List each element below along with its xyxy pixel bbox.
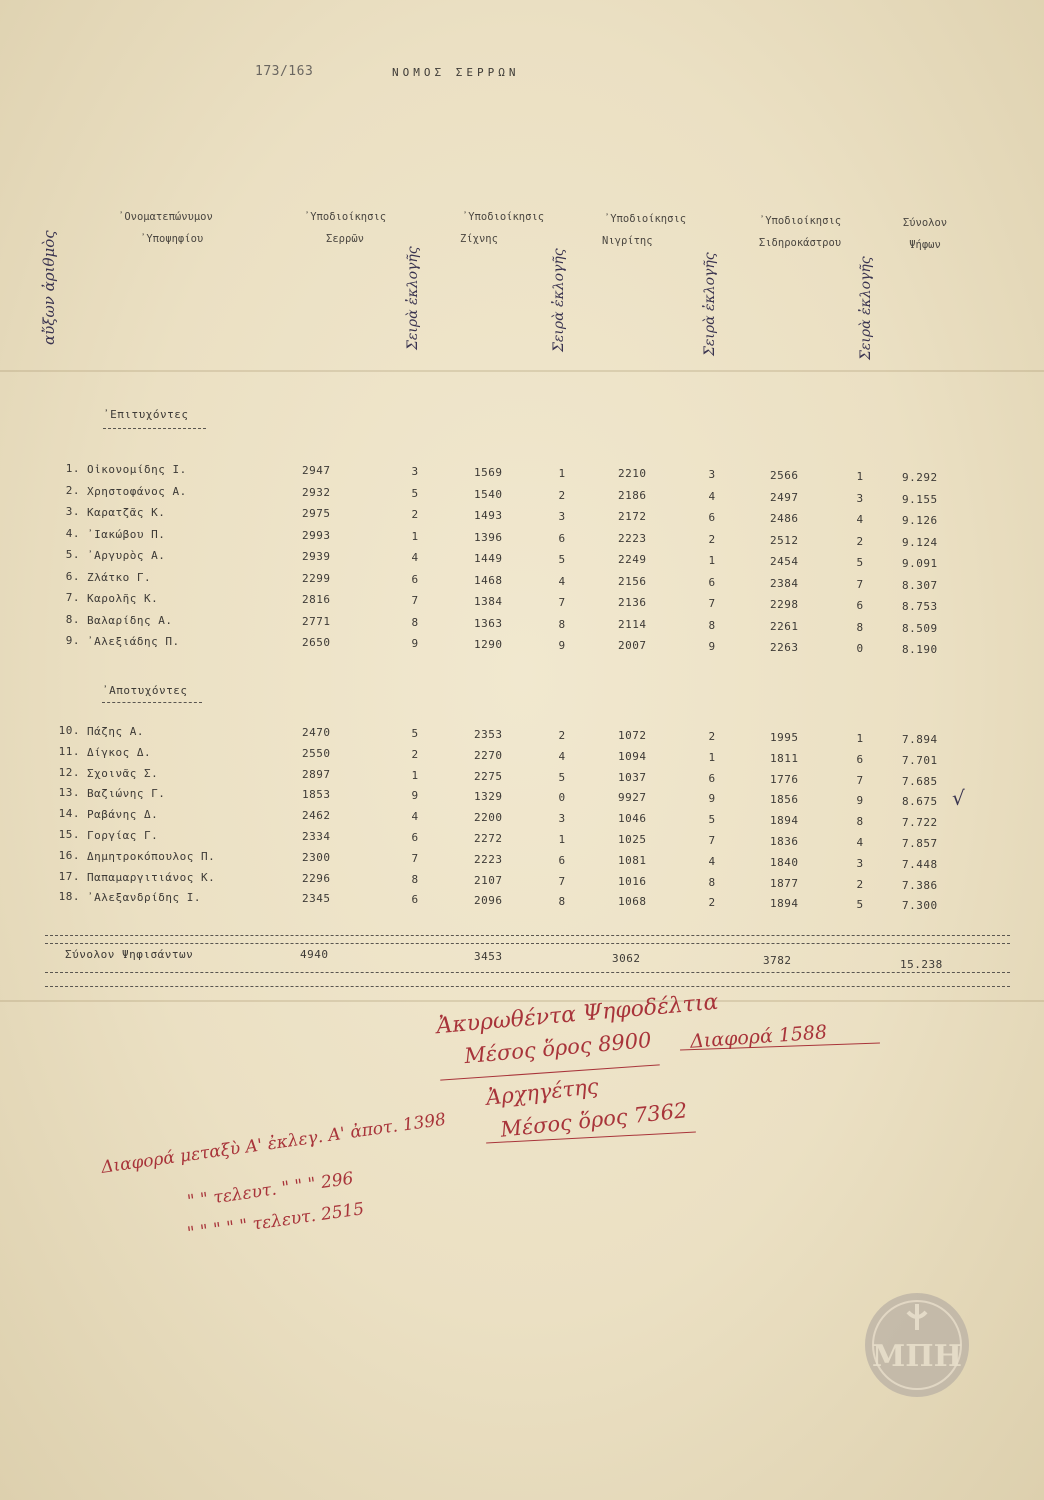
failed-row-cell-nigritis: 1025 bbox=[618, 833, 647, 846]
elected-row-cell-nigritis: 2136 bbox=[618, 596, 647, 609]
elected-row-cell-name: ᾿Αργυρὸς Α. bbox=[87, 549, 166, 562]
elected-row-cell-r2: 5 bbox=[558, 553, 566, 566]
elected-row-cell-serron: 2650 bbox=[302, 636, 331, 649]
elected-row-cell-serron: 2947 bbox=[302, 464, 331, 477]
elected-row-cell-nigritis: 2114 bbox=[618, 617, 647, 631]
elected-row-cell-total: 8.753 bbox=[902, 600, 938, 613]
elected-row-cell-serron: 2939 bbox=[302, 550, 331, 563]
elected-row-cell-total: 9.091 bbox=[902, 557, 938, 570]
failed-row-cell-n: 11. bbox=[58, 744, 80, 758]
elected-row-cell-r4: 7 bbox=[856, 577, 864, 591]
header-zichnis: ᾿Υποδιοίκησις Ζίχνης bbox=[460, 211, 545, 245]
elected-row-cell-nigritis: 2249 bbox=[618, 553, 647, 566]
failed-row-cell-r3: 1 bbox=[708, 750, 716, 764]
elected-row-cell-zichnis: 1449 bbox=[474, 552, 503, 565]
failed-row-cell-r1: 5 bbox=[411, 727, 419, 740]
failed-row-cell-zichnis: 2275 bbox=[474, 769, 503, 783]
annotation-invalid-ballots: Ἀκυρωθέντα Ψηφοδέλτια bbox=[435, 989, 720, 1040]
elected-row-cell-name: Καρατζᾶς Κ. bbox=[87, 506, 166, 519]
failed-row-cell-sidiro: 1811 bbox=[770, 751, 799, 765]
failed-row-cell-serron: 2334 bbox=[302, 830, 331, 843]
failed-row-cell-r4: 3 bbox=[856, 856, 864, 870]
total-nigritis: 3062 bbox=[612, 952, 641, 965]
annotation-leader: Ἀρχηγέτης bbox=[485, 1074, 600, 1110]
failed-row-cell-sidiro: 1840 bbox=[770, 855, 799, 869]
elected-row-cell-r1: 2 bbox=[411, 508, 419, 521]
failed-row-cell-r1: 4 bbox=[411, 810, 419, 824]
elected-row-cell-nigritis: 2186 bbox=[618, 488, 647, 502]
failed-row-cell-r4: 4 bbox=[856, 836, 864, 849]
failed-row-cell-r3: 4 bbox=[708, 854, 716, 868]
failed-row-cell-r1: 2 bbox=[411, 747, 419, 761]
elected-row-cell-sidiro: 2263 bbox=[770, 641, 799, 654]
failed-row-cell-serron: 1853 bbox=[302, 788, 331, 802]
failed-row-cell-r2: 3 bbox=[558, 812, 566, 826]
elected-row-cell-r3: 4 bbox=[708, 489, 716, 503]
failed-row-cell-serron: 2300 bbox=[302, 850, 331, 864]
failed-row-cell-nigritis: 1072 bbox=[618, 729, 647, 742]
elected-row-cell-serron: 2771 bbox=[302, 614, 331, 628]
failed-row-cell-r1: 9 bbox=[411, 789, 419, 803]
failed-row-cell-r4: 5 bbox=[856, 898, 864, 912]
elected-row-cell-name: Καρολῆς Κ. bbox=[87, 592, 159, 605]
failed-row-cell-r4: 8 bbox=[856, 815, 864, 829]
failed-row-cell-nigritis: 1037 bbox=[618, 770, 647, 784]
paper-fold bbox=[0, 370, 1044, 372]
failed-row-cell-r3: 5 bbox=[708, 813, 716, 827]
failed-row-cell-total: 7.448 bbox=[902, 857, 938, 871]
total-votes: 15.238 bbox=[900, 958, 943, 971]
elected-row-cell-total: 8.307 bbox=[902, 578, 938, 592]
failed-row-cell-r1: 6 bbox=[411, 893, 419, 907]
failed-row-cell-total: 7.300 bbox=[902, 899, 938, 913]
failed-row-cell-zichnis: 1329 bbox=[474, 790, 503, 804]
failed-row-cell-r3: 9 bbox=[708, 792, 716, 806]
elected-row-cell-sidiro: 2512 bbox=[770, 533, 799, 547]
failed-row-cell-r2: 5 bbox=[558, 770, 566, 784]
failed-row-cell-r4: 1 bbox=[856, 732, 864, 745]
totals-divider-top bbox=[45, 935, 1010, 936]
failed-row-cell-r2: 6 bbox=[558, 853, 566, 867]
elected-row-cell-r3: 7 bbox=[708, 597, 716, 610]
failed-row-cell-serron: 2897 bbox=[302, 767, 331, 781]
failed-row-cell-nigritis: 1016 bbox=[618, 874, 647, 888]
failed-row-cell-sidiro: 1836 bbox=[770, 835, 799, 848]
failed-row-cell-total: 8.675 bbox=[902, 795, 938, 809]
elected-row-cell-r2: 8 bbox=[558, 617, 566, 631]
failed-row-cell-name: Σχοινᾶς Σ. bbox=[87, 766, 159, 780]
elected-row-cell-n: 1. bbox=[65, 462, 80, 475]
section-underline bbox=[103, 428, 206, 429]
elected-row-cell-serron: 2299 bbox=[302, 571, 331, 585]
annotation-diff-line-2: " " τελευτ. " " " 296 bbox=[186, 1168, 355, 1212]
elected-row-cell-nigritis: 2210 bbox=[618, 467, 647, 480]
elected-row-cell-total: 9.124 bbox=[902, 535, 938, 549]
header-serron: ᾿Υποδιοίκησις Σερρῶν bbox=[303, 211, 387, 245]
elected-row-cell-n: 6. bbox=[65, 569, 80, 583]
totals-label: Σύνολον Ψηφισάντων bbox=[65, 948, 194, 961]
elected-row-cell-name: Βαλαρίδης Α. bbox=[87, 613, 173, 627]
elected-row-cell-n: 7. bbox=[65, 591, 80, 604]
elected-row-cell-r3: 2 bbox=[708, 532, 716, 546]
failed-row-cell-nigritis: 1081 bbox=[618, 853, 647, 867]
failed-row-cell-n: 10. bbox=[58, 724, 80, 737]
failed-row-cell-sidiro: 1877 bbox=[770, 876, 799, 890]
annotation-average-2: Μέσος ὅρος 7362 bbox=[499, 1098, 689, 1142]
elected-row-cell-r3: 6 bbox=[708, 511, 716, 524]
elected-row-cell-r1: 6 bbox=[411, 572, 419, 586]
elected-row-cell-r1: 3 bbox=[411, 465, 419, 478]
failed-row-cell-zichnis: 2270 bbox=[474, 748, 503, 762]
failed-row-cell-total: 7.386 bbox=[902, 878, 938, 892]
elected-row-cell-r1: 4 bbox=[411, 551, 419, 564]
failed-row-cell-r1: 7 bbox=[411, 851, 419, 865]
elected-row-cell-sidiro: 2497 bbox=[770, 490, 799, 504]
elected-row-cell-total: 9.155 bbox=[902, 492, 938, 506]
elected-row-cell-sidiro: 2454 bbox=[770, 555, 799, 568]
elected-row-cell-r1: 9 bbox=[411, 637, 419, 650]
elected-row-cell-name: ᾿Ιακώβου Π. bbox=[87, 527, 166, 541]
svg-text:ΜΠΗ: ΜΠΗ bbox=[872, 1339, 962, 1374]
total-serron: 4940 bbox=[300, 948, 329, 961]
header-name: ᾿Ονοματεπώνυμον ᾿Υποψηφίου bbox=[118, 211, 213, 245]
annotation-difference: Διαφορά 1588 bbox=[689, 1021, 828, 1053]
check-mark: √ bbox=[952, 786, 965, 810]
rank-header-serron: Σειρὰ ἐκλογῆς bbox=[405, 246, 421, 350]
failed-row-cell-name: Βαζιώνης Γ. bbox=[87, 787, 166, 801]
elected-row-cell-zichnis: 1290 bbox=[474, 638, 503, 651]
elected-row-cell-r4: 5 bbox=[856, 556, 864, 569]
archive-stamp bbox=[862, 1290, 972, 1400]
elected-row-cell-r4: 6 bbox=[856, 599, 864, 612]
failed-row-cell-zichnis: 2272 bbox=[474, 832, 503, 845]
failed-row-cell-serron: 2470 bbox=[302, 726, 331, 739]
failed-row-cell-r4: 9 bbox=[856, 794, 864, 808]
rank-header-sidirokastrou: Σειρὰ ἐκλογῆς bbox=[858, 256, 874, 360]
elected-row-cell-r2: 7 bbox=[558, 596, 566, 609]
elected-row-cell-zichnis: 1540 bbox=[474, 487, 503, 501]
paper-fold bbox=[0, 1000, 1044, 1002]
elected-row-cell-total: 9.126 bbox=[902, 514, 938, 527]
failed-row-cell-r2: 8 bbox=[558, 895, 566, 909]
elected-row-cell-r2: 4 bbox=[558, 574, 566, 588]
elected-row-cell-nigritis: 2223 bbox=[618, 531, 647, 545]
annotation-average-1: Μέσος ὅρος 8900 bbox=[463, 1027, 653, 1069]
elected-row-cell-r4: 2 bbox=[856, 534, 864, 548]
elected-row-cell-r4: 1 bbox=[856, 470, 864, 483]
elected-row-cell-zichnis: 1384 bbox=[474, 595, 503, 608]
failed-row-cell-r3: 2 bbox=[708, 896, 716, 910]
annotation-diff-line-3: " " " " " τελευτ. 2515 bbox=[186, 1199, 366, 1244]
elected-row-cell-name: Χρηστοφάνος Α. bbox=[87, 484, 187, 498]
elected-row-cell-r2: 2 bbox=[558, 488, 566, 502]
failed-row-cell-r3: 2 bbox=[708, 730, 716, 743]
failed-row-cell-name: Ραβάνης Δ. bbox=[87, 808, 159, 822]
totals-divider-top bbox=[45, 943, 1010, 944]
failed-row-cell-r4: 6 bbox=[856, 752, 864, 766]
elected-row-cell-r3: 9 bbox=[708, 640, 716, 653]
elected-row-cell-zichnis: 1493 bbox=[474, 509, 503, 522]
failed-row-cell-n: 14. bbox=[58, 807, 80, 821]
elected-row-cell-serron: 2816 bbox=[302, 593, 331, 606]
elected-row-cell-zichnis: 1468 bbox=[474, 573, 503, 587]
failed-row-cell-zichnis: 2223 bbox=[474, 852, 503, 866]
failed-row-cell-total: 7.857 bbox=[902, 837, 938, 850]
failed-row-cell-nigritis: 1094 bbox=[618, 749, 647, 763]
elected-row-cell-zichnis: 1396 bbox=[474, 530, 503, 544]
total-sidirokastrou: 3782 bbox=[763, 954, 792, 967]
failed-row-cell-zichnis: 2107 bbox=[474, 873, 503, 887]
section-failed-heading: ᾿Αποτυχόντες bbox=[102, 684, 188, 697]
header-sidirokastrou: ᾿Υποδιοίκησις Σιδηροκάστρου bbox=[758, 215, 842, 249]
failed-row-cell-r3: 6 bbox=[708, 771, 716, 785]
failed-row-cell-n: 13. bbox=[58, 786, 80, 800]
failed-row-cell-serron: 2296 bbox=[302, 871, 331, 885]
elected-row-cell-n: 4. bbox=[65, 526, 80, 540]
failed-row-cell-sidiro: 1894 bbox=[770, 814, 799, 828]
failed-row-cell-r4: 2 bbox=[856, 877, 864, 891]
elected-row-cell-r2: 3 bbox=[558, 510, 566, 523]
elected-row-cell-name: Ζλάτκο Γ. bbox=[87, 570, 152, 584]
elected-row-cell-r4: 4 bbox=[856, 513, 864, 526]
failed-row-cell-sidiro: 1894 bbox=[770, 897, 799, 911]
elected-row-cell-r4: 0 bbox=[856, 642, 864, 655]
rank-header-nigritis: Σειρὰ ἐκλογῆς bbox=[702, 252, 718, 356]
elected-row-cell-nigritis: 2156 bbox=[618, 574, 647, 588]
totals-divider-bottom bbox=[45, 986, 1010, 987]
failed-row-cell-nigritis: 9927 bbox=[618, 791, 647, 805]
failed-row-cell-n: 12. bbox=[58, 765, 80, 779]
elected-row-cell-n: 5. bbox=[65, 548, 80, 561]
failed-row-cell-r2: 4 bbox=[558, 749, 566, 763]
elected-row-cell-serron: 2932 bbox=[302, 485, 331, 499]
failed-row-cell-total: 7.685 bbox=[902, 774, 938, 788]
failed-row-cell-name: Δίγκος Δ. bbox=[87, 745, 152, 759]
failed-row-cell-r1: 6 bbox=[411, 831, 419, 844]
failed-row-cell-serron: 2550 bbox=[302, 746, 331, 760]
failed-row-cell-n: 15. bbox=[58, 828, 80, 841]
header-nigritis: ᾿Υποδιοίκησις Νιγρίτης bbox=[602, 213, 687, 247]
failed-row-cell-sidiro: 1995 bbox=[770, 731, 799, 744]
failed-row-cell-total: 7.701 bbox=[902, 753, 938, 767]
failed-row-cell-serron: 2345 bbox=[302, 892, 331, 906]
failed-row-cell-r2: 7 bbox=[558, 874, 566, 888]
failed-row-cell-nigritis: 1046 bbox=[618, 812, 647, 826]
elected-row-cell-n: 2. bbox=[65, 483, 80, 497]
failed-row-cell-r1: 8 bbox=[411, 872, 419, 886]
failed-row-cell-zichnis: 2096 bbox=[474, 894, 503, 908]
failed-row-cell-name: Γοργίας Γ. bbox=[87, 829, 159, 842]
failed-row-cell-zichnis: 2200 bbox=[474, 811, 503, 825]
failed-row-cell-r1: 1 bbox=[411, 768, 419, 782]
elected-row-cell-serron: 2993 bbox=[302, 528, 331, 542]
section-underline bbox=[102, 702, 202, 703]
failed-row-cell-sidiro: 1856 bbox=[770, 793, 799, 807]
header-total: Σύνολον Ψήφων bbox=[902, 217, 948, 251]
failed-row-cell-serron: 2462 bbox=[302, 809, 331, 823]
elected-row-cell-name: ᾿Αλεξιάδης Π. bbox=[87, 635, 180, 648]
failed-row-cell-name: Παπαμαργιτιάνος Κ. bbox=[87, 870, 216, 884]
elected-row-cell-nigritis: 2007 bbox=[618, 639, 647, 652]
page-title: ΝΟΜΟΣ ΣΕΡΡΩΝ bbox=[392, 66, 520, 79]
elected-row-cell-r1: 7 bbox=[411, 594, 419, 607]
elected-row-cell-r2: 1 bbox=[558, 467, 566, 480]
failed-row-cell-n: 18. bbox=[58, 890, 80, 904]
elected-row-cell-r3: 1 bbox=[708, 554, 716, 567]
failed-row-cell-r4: 7 bbox=[856, 773, 864, 787]
failed-row-cell-r2: 2 bbox=[558, 729, 566, 742]
elected-row-cell-r4: 8 bbox=[856, 620, 864, 634]
section-elected-heading: ᾿Επιτυχόντες bbox=[103, 408, 189, 421]
elected-row-cell-total: 8.190 bbox=[902, 643, 938, 656]
elected-row-cell-name: Οἰκονομίδης Ι. bbox=[87, 463, 187, 476]
elected-row-cell-nigritis: 2172 bbox=[618, 510, 647, 523]
totals-divider-bottom bbox=[45, 972, 1010, 973]
elected-row-cell-sidiro: 2486 bbox=[770, 512, 799, 525]
failed-row-cell-sidiro: 1776 bbox=[770, 772, 799, 786]
elected-row-cell-r3: 8 bbox=[708, 618, 716, 632]
elected-row-cell-r1: 8 bbox=[411, 615, 419, 629]
failed-row-cell-zichnis: 2353 bbox=[474, 728, 503, 741]
elected-row-cell-n: 3. bbox=[65, 505, 80, 518]
failed-row-cell-total: 7.722 bbox=[902, 816, 938, 830]
failed-row-cell-n: 17. bbox=[58, 869, 80, 883]
elected-row-cell-sidiro: 2261 bbox=[770, 619, 799, 633]
elected-row-cell-r2: 6 bbox=[558, 531, 566, 545]
total-zichnis: 3453 bbox=[474, 950, 503, 963]
failed-row-cell-name: Πάζης Α. bbox=[87, 725, 144, 738]
elected-row-cell-zichnis: 1363 bbox=[474, 616, 503, 630]
elected-row-cell-total: 9.292 bbox=[902, 471, 938, 484]
failed-row-cell-nigritis: 1068 bbox=[618, 895, 647, 909]
elected-row-cell-sidiro: 2566 bbox=[770, 469, 799, 482]
failed-row-cell-r2: 0 bbox=[558, 791, 566, 805]
elected-row-cell-sidiro: 2384 bbox=[770, 576, 799, 590]
elected-row-cell-n: 8. bbox=[65, 612, 80, 626]
elected-row-cell-zichnis: 1569 bbox=[474, 466, 503, 479]
failed-row-cell-total: 7.894 bbox=[902, 733, 938, 746]
rank-header-zichnis: Σειρὰ ἐκλογῆς bbox=[551, 248, 567, 352]
elected-row-cell-n: 9. bbox=[65, 634, 80, 647]
elected-row-cell-sidiro: 2298 bbox=[770, 598, 799, 611]
elected-row-cell-r1: 5 bbox=[411, 486, 419, 500]
elected-row-cell-total: 8.509 bbox=[902, 621, 938, 635]
failed-row-cell-r3: 8 bbox=[708, 875, 716, 889]
elected-row-cell-r3: 3 bbox=[708, 468, 716, 481]
elected-row-cell-r1: 1 bbox=[411, 529, 419, 543]
failed-row-cell-r2: 1 bbox=[558, 833, 566, 846]
failed-row-cell-r3: 7 bbox=[708, 834, 716, 847]
reference-number: 173/163 bbox=[255, 64, 314, 79]
elected-row-cell-r4: 3 bbox=[856, 491, 864, 505]
elected-row-cell-r3: 6 bbox=[708, 575, 716, 589]
failed-row-cell-name: ᾿Αλεξανδρίδης Ι. bbox=[87, 891, 201, 905]
elected-row-cell-serron: 2975 bbox=[302, 507, 331, 520]
elected-row-cell-r2: 9 bbox=[558, 639, 566, 652]
serial-number-label: αὔξων ἀριθμὸς bbox=[40, 230, 58, 345]
annotation-diff-line-1: Διαφορά μεταξὺ Α' ἐκλεγ. Α' ἀποτ. 1398 bbox=[100, 1109, 448, 1178]
failed-row-cell-name: Δημητροκόπουλος Π. bbox=[87, 849, 216, 863]
failed-row-cell-n: 16. bbox=[58, 848, 80, 862]
